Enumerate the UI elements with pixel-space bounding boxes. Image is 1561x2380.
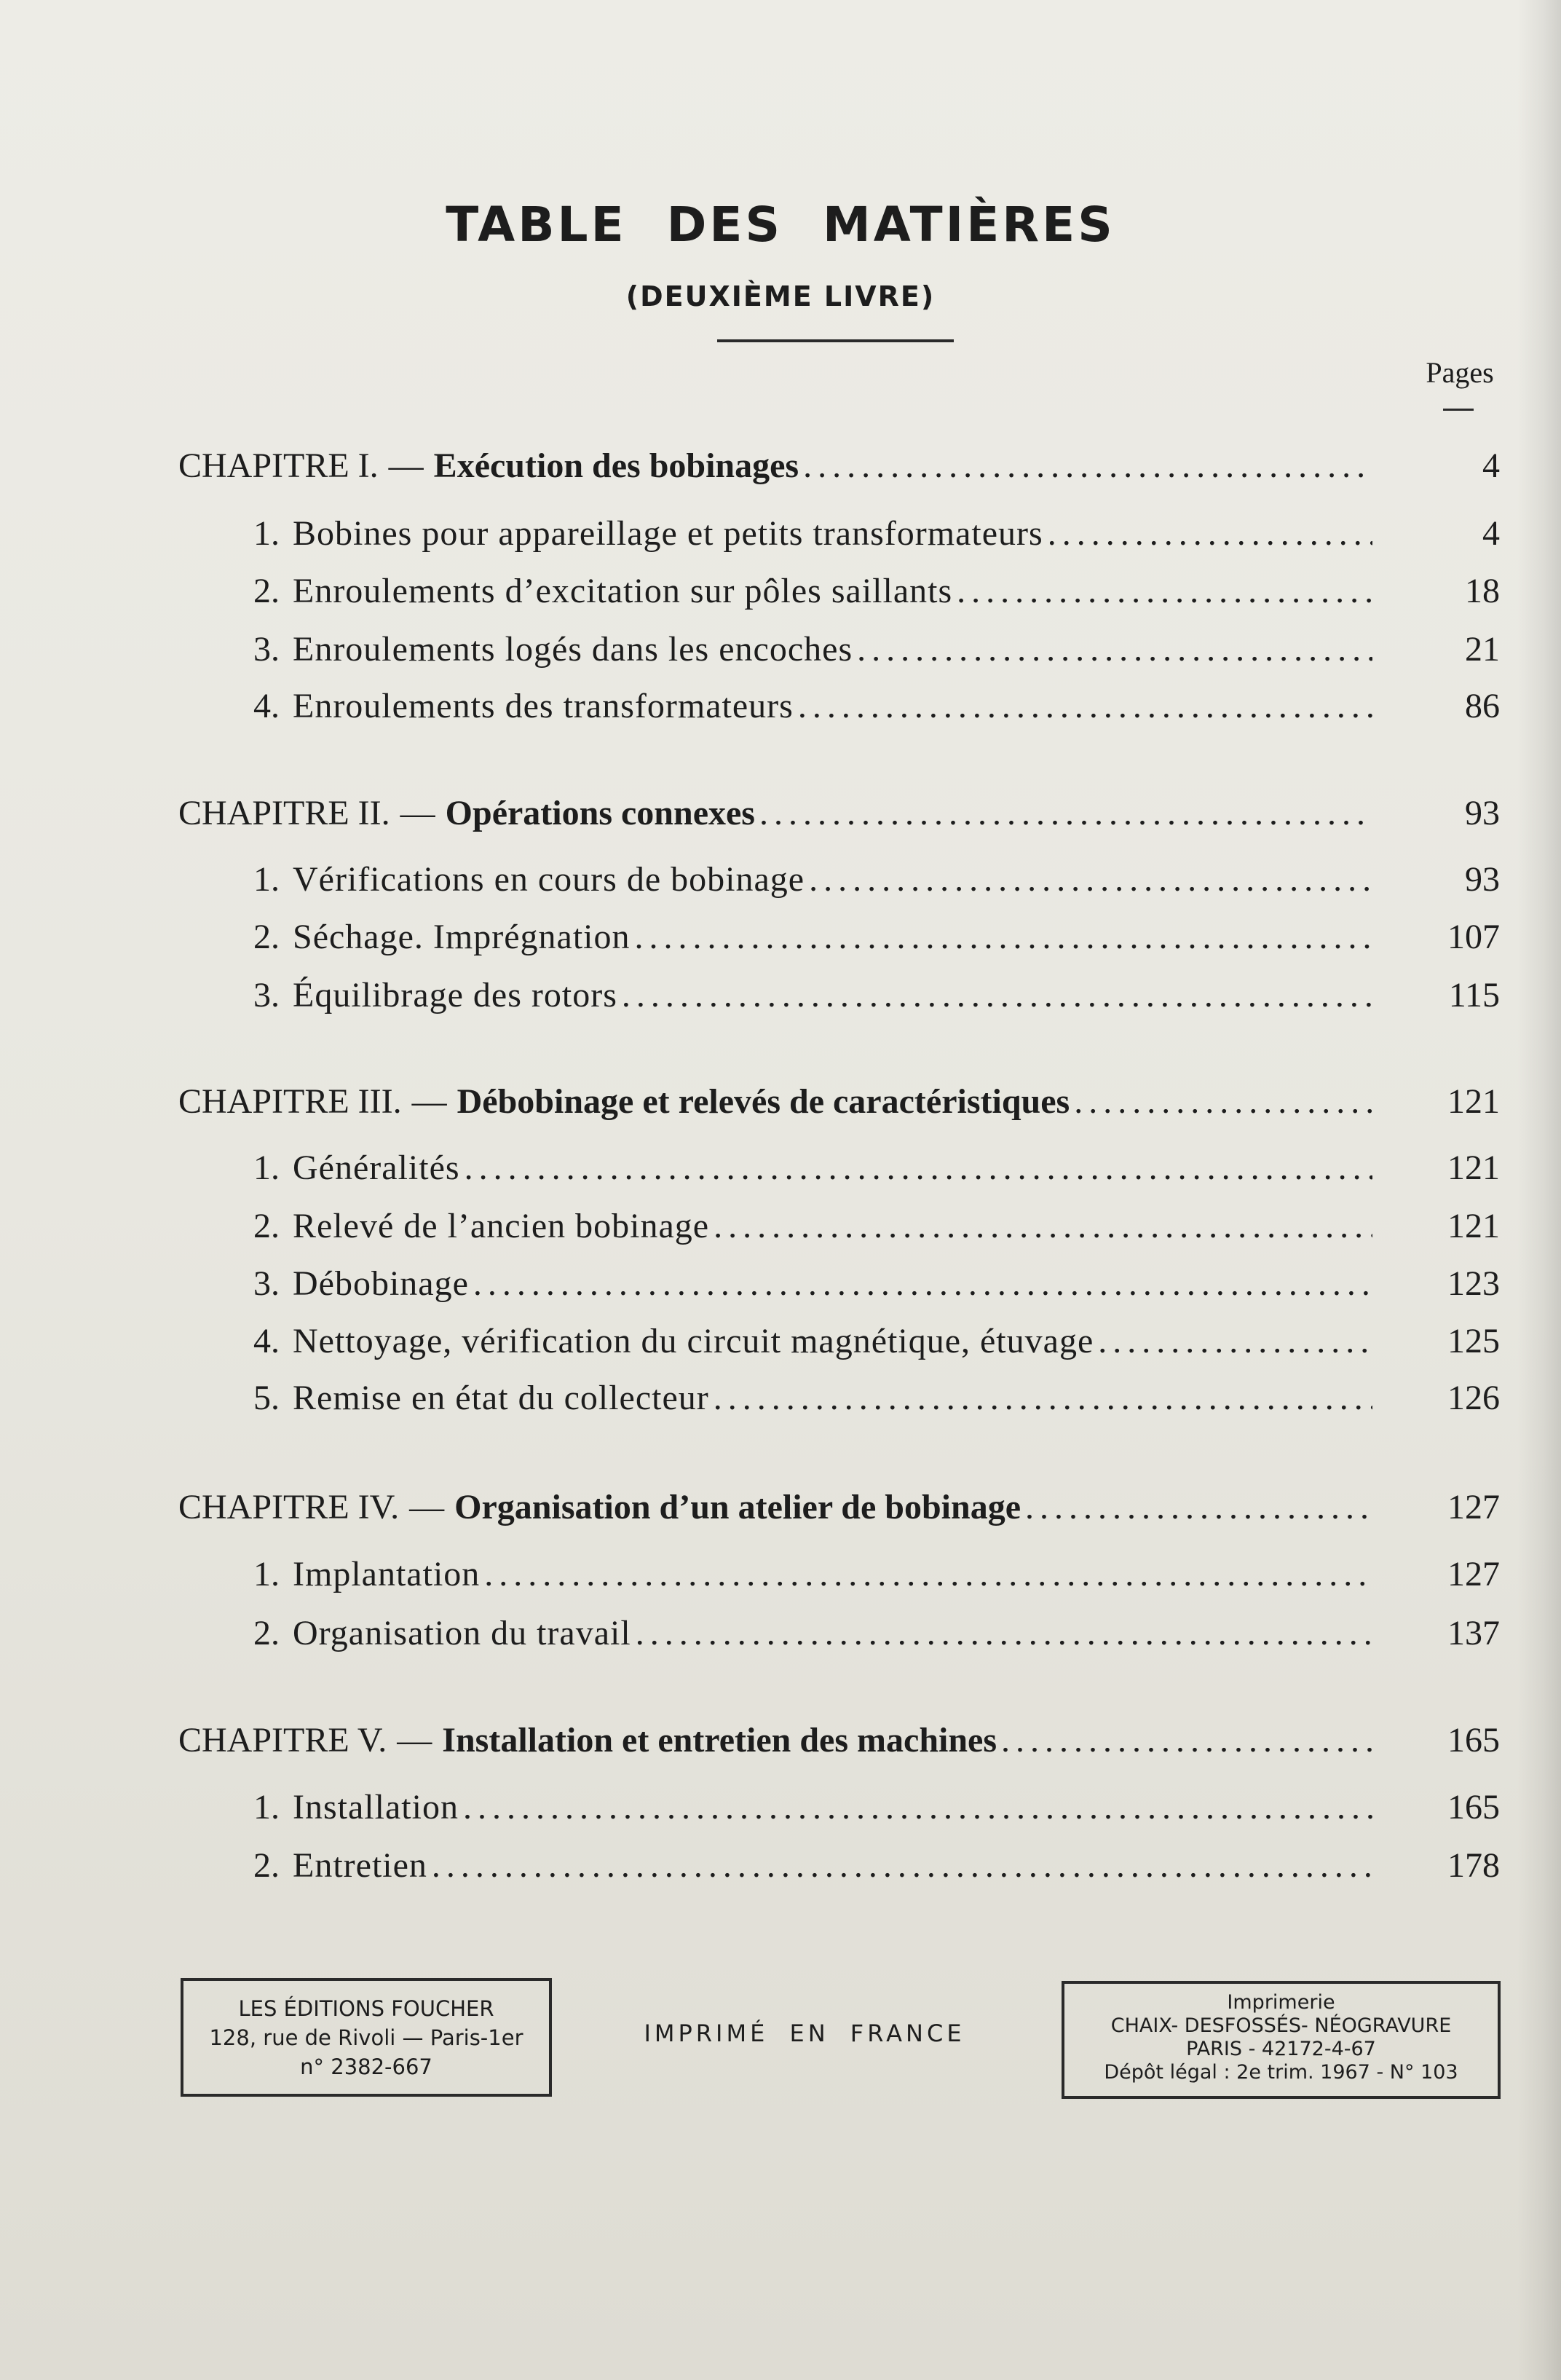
dot-leader <box>473 1262 1372 1306</box>
chapter-separator: — <box>397 1721 432 1760</box>
chapter-title: Opérations connexes <box>445 794 755 832</box>
section-number: 1. <box>253 1788 280 1827</box>
chapter-number: CHAPITRE I. <box>178 446 379 485</box>
printer-ref: PARIS - 42172-4-67 <box>1186 2038 1376 2060</box>
section-number: 2. <box>253 1614 280 1652</box>
section-entry <box>253 1786 1372 1829</box>
section-entry <box>253 570 1372 613</box>
page-number: 123 <box>1447 1264 1500 1303</box>
toc-chapter-row <box>0 1486 1561 1529</box>
dot-leader <box>957 570 1372 613</box>
chapter-separator: — <box>411 1082 447 1121</box>
toc-chapter-row <box>0 444 1561 488</box>
dot-leader <box>463 1786 1372 1829</box>
section-entry <box>253 1205 1372 1248</box>
toc-section-row <box>0 1320 1561 1363</box>
dot-leader <box>798 685 1372 728</box>
chapter-entry <box>178 1080 1372 1124</box>
chapter-title: Exécution des bobinages <box>433 446 799 485</box>
toc-section-row <box>0 915 1561 959</box>
section-entry <box>253 628 1372 671</box>
dot-leader <box>1025 1486 1372 1529</box>
toc-chapter-row <box>0 792 1561 835</box>
dot-leader <box>857 628 1372 671</box>
section-title: Enroulements d’excitation sur pôles saillants <box>293 572 953 610</box>
section-number: 4. <box>253 1322 280 1360</box>
section-number: 5. <box>253 1379 280 1417</box>
dot-leader <box>1048 512 1372 556</box>
page-number: 126 <box>1447 1379 1500 1417</box>
dot-leader <box>1001 1719 1372 1762</box>
dot-leader <box>432 1844 1372 1888</box>
toc-chapter-row <box>0 1080 1561 1124</box>
chapter-number: CHAPITRE V. <box>178 1721 387 1760</box>
chapter-title: Débobinage et relevés de caractéristiques <box>457 1082 1070 1121</box>
section-entry <box>253 1320 1372 1363</box>
page-number: 137 <box>1447 1614 1500 1652</box>
legal-deposit: Dépôt légal : 2e trim. 1967 - N° 103 <box>1104 2061 1458 2084</box>
chapter-number: CHAPITRE III. <box>178 1082 402 1121</box>
dot-leader <box>809 858 1372 902</box>
section-number: 3. <box>253 976 280 1014</box>
page-shadow <box>1517 0 1561 2380</box>
section-number: 1. <box>253 860 280 899</box>
toc-section-row <box>0 570 1561 613</box>
section-title: Organisation du travail <box>293 1614 631 1652</box>
dot-leader <box>484 1553 1372 1596</box>
dot-leader <box>635 915 1373 959</box>
chapter-entry <box>178 792 1372 835</box>
section-number: 3. <box>253 630 280 669</box>
page-number: 165 <box>1447 1721 1500 1760</box>
toc-section-row <box>0 1612 1561 1655</box>
printer-box <box>1062 1981 1501 2099</box>
dot-leader <box>622 974 1372 1017</box>
toc-section-row <box>0 1786 1561 1829</box>
section-title: Vérifications en cours de bobinage <box>293 860 805 899</box>
section-number: 1. <box>253 514 280 553</box>
page-number: 86 <box>1465 687 1500 725</box>
toc-section-row <box>0 628 1561 671</box>
toc-section-row <box>0 512 1561 556</box>
chapter-separator: — <box>400 794 435 832</box>
section-number: 2. <box>253 1207 280 1245</box>
section-entry <box>253 512 1372 556</box>
section-number: 3. <box>253 1264 280 1303</box>
page-number: 4 <box>1482 446 1500 485</box>
section-title: Généralités <box>293 1148 460 1187</box>
title-divider <box>717 339 954 342</box>
page-title: TABLE DES MATIÈRES <box>446 197 1115 253</box>
pages-column-label: Pages <box>1426 356 1494 389</box>
section-number: 2. <box>253 572 280 610</box>
toc-section-row <box>0 685 1561 728</box>
section-title: Équilibrage des rotors <box>293 976 617 1014</box>
page-number: 127 <box>1447 1488 1500 1526</box>
section-title: Nettoyage, vérification du circuit magnétique, étuvage <box>293 1322 1094 1360</box>
page-number: 127 <box>1447 1555 1500 1593</box>
page-number: 107 <box>1447 918 1500 956</box>
section-title: Implantation <box>293 1555 481 1593</box>
toc-chapter-row <box>0 1719 1561 1762</box>
section-entry <box>253 1553 1372 1596</box>
section-title: Débobinage <box>293 1264 469 1303</box>
dot-leader <box>636 1612 1372 1655</box>
dot-leader <box>759 792 1372 835</box>
chapter-separator: — <box>409 1488 445 1526</box>
section-number: 1. <box>253 1555 280 1593</box>
section-title: Entretien <box>293 1846 427 1885</box>
section-entry <box>253 1146 1372 1190</box>
page-number: 125 <box>1447 1322 1500 1360</box>
dot-leader <box>1098 1320 1372 1363</box>
pages-label-dash <box>1443 409 1474 411</box>
chapter-entry <box>178 1719 1372 1762</box>
section-entry <box>253 974 1372 1017</box>
chapter-number: CHAPITRE IV. <box>178 1488 400 1526</box>
page-number: 178 <box>1447 1846 1500 1885</box>
section-title: Remise en état du collecteur <box>293 1379 709 1417</box>
page-number: 21 <box>1465 630 1500 669</box>
section-entry <box>253 1612 1372 1655</box>
page-number: 121 <box>1447 1082 1500 1121</box>
toc-section-row <box>0 1262 1561 1306</box>
section-entry <box>253 685 1372 728</box>
section-title: Relevé de l’ancien bobinage <box>293 1207 710 1245</box>
dot-leader <box>803 444 1372 488</box>
dot-leader <box>714 1205 1372 1248</box>
printed-in-label: IMPRIMÉ EN FRANCE <box>644 2020 965 2047</box>
chapter-title: Installation et entretien des machines <box>442 1721 997 1760</box>
section-title: Enroulements logés dans les encoches <box>293 630 853 669</box>
section-entry <box>253 858 1372 902</box>
section-number: 1. <box>253 1148 280 1187</box>
page-number: 115 <box>1448 976 1500 1014</box>
chapter-entry <box>178 444 1372 488</box>
section-title: Bobines pour appareillage et petits transformateurs <box>293 514 1043 553</box>
page-subtitle: (DEUXIÈME LIVRE) <box>625 280 936 312</box>
section-entry <box>253 1844 1372 1888</box>
toc-section-row <box>0 1376 1561 1420</box>
page-number: 93 <box>1465 860 1500 899</box>
toc-section-row <box>0 1146 1561 1190</box>
printer-label: Imprimerie <box>1227 1991 1335 2014</box>
publisher-box <box>181 1978 552 2097</box>
page-number: 121 <box>1447 1207 1500 1245</box>
publisher-name: LES ÉDITIONS FOUCHER <box>238 1996 494 2021</box>
toc-section-row <box>0 858 1561 902</box>
toc-section-row <box>0 1205 1561 1248</box>
toc-section-row <box>0 1553 1561 1596</box>
section-number: 2. <box>253 1846 280 1885</box>
page-number: 165 <box>1447 1788 1500 1827</box>
section-title: Séchage. Imprégnation <box>293 918 631 956</box>
section-number: 2. <box>253 918 280 956</box>
section-number: 4. <box>253 687 280 725</box>
page-number: 4 <box>1482 514 1500 553</box>
chapter-entry <box>178 1486 1372 1529</box>
page-number: 121 <box>1447 1148 1500 1187</box>
publisher-address: 128, rue de Rivoli — Paris-1er <box>209 2025 523 2050</box>
dot-leader <box>465 1146 1372 1190</box>
chapter-number: CHAPITRE II. <box>178 794 390 832</box>
publisher-number: n° 2382-667 <box>300 2054 432 2079</box>
dot-leader <box>714 1376 1372 1420</box>
section-title: Installation <box>293 1788 459 1827</box>
section-entry <box>253 1262 1372 1306</box>
section-title: Enroulements des transformateurs <box>293 687 794 725</box>
chapter-separator: — <box>388 446 424 485</box>
toc-section-row <box>0 1844 1561 1888</box>
toc-section-row <box>0 974 1561 1017</box>
section-entry <box>253 1376 1372 1420</box>
chapter-title: Organisation d’un atelier de bobinage <box>454 1488 1021 1526</box>
page-number: 93 <box>1465 794 1500 832</box>
section-entry <box>253 915 1372 959</box>
printer-name: CHAIX- DESFOSSÉS- NÉOGRAVURE <box>1110 2014 1452 2037</box>
page-number: 18 <box>1465 572 1500 610</box>
dot-leader <box>1074 1080 1372 1124</box>
